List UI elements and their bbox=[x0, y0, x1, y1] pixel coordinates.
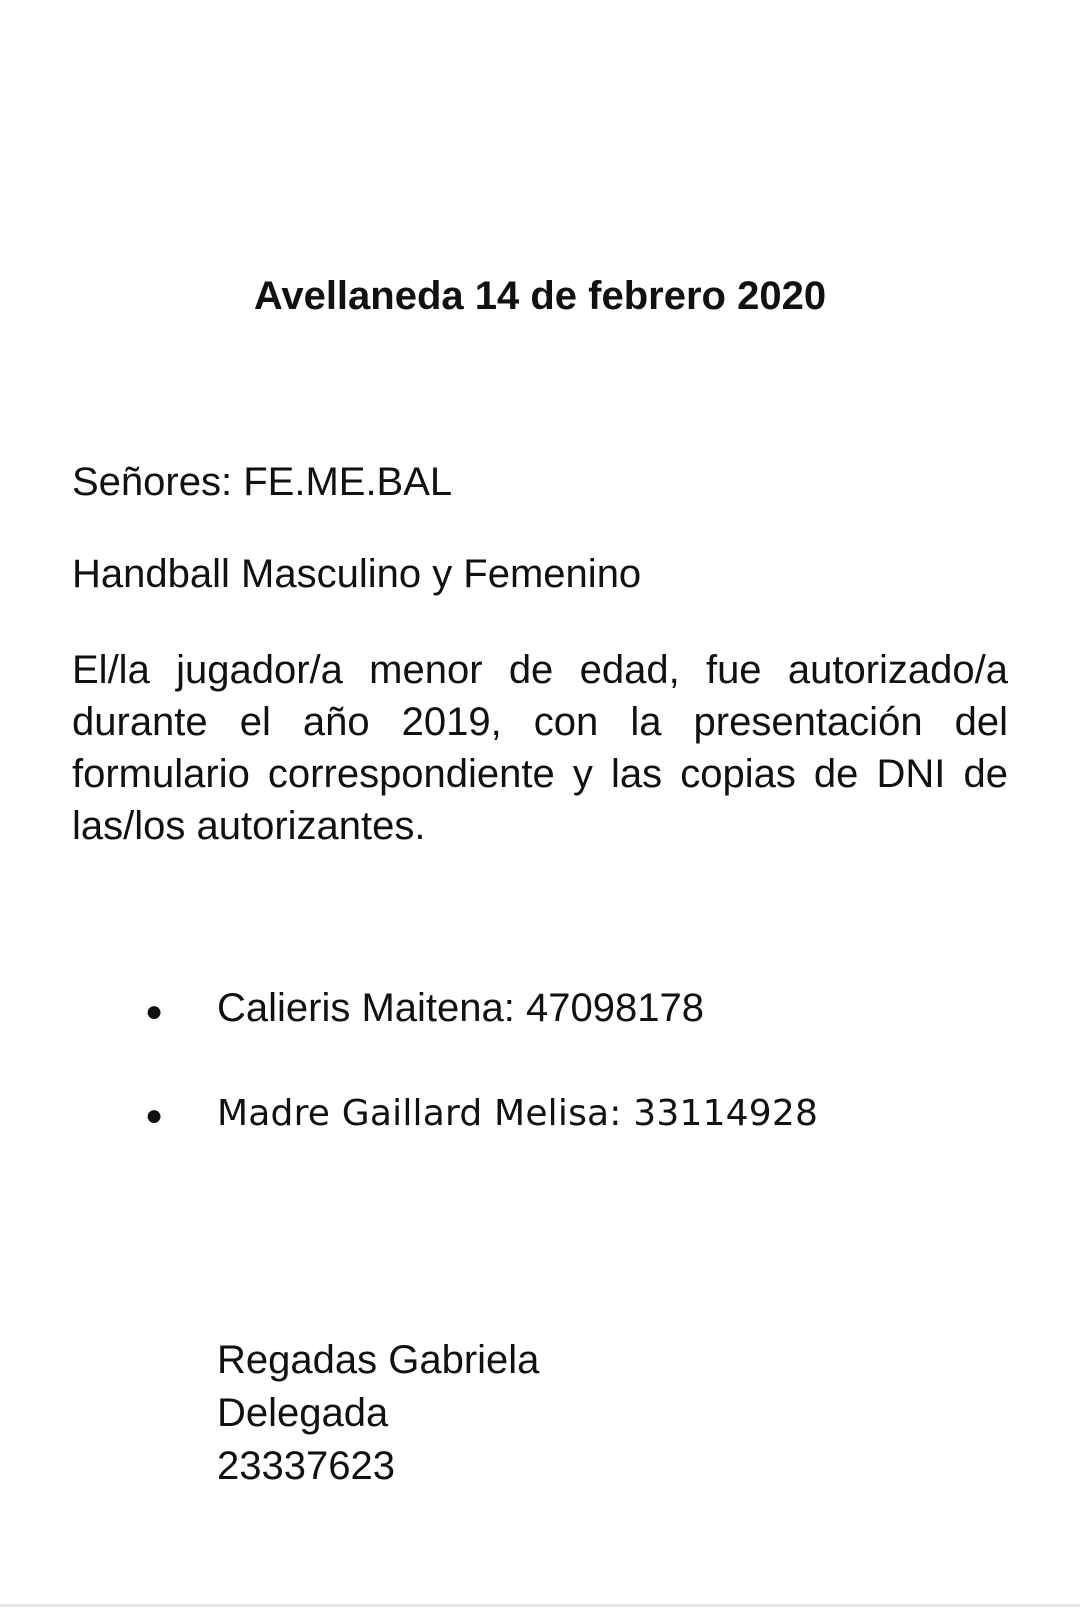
date-line: Avellaneda 14 de febrero 2020 bbox=[253, 274, 827, 318]
signer-name: Regadas Gabriela bbox=[217, 1338, 540, 1382]
signature-block bbox=[217, 1334, 539, 1493]
signer-role: Delegada bbox=[217, 1391, 389, 1435]
signer-id-number: 23337623 bbox=[217, 1444, 395, 1488]
bullet-icon: ● bbox=[145, 1099, 164, 1132]
salutation: Señores: FE.ME.BAL bbox=[72, 460, 453, 504]
subject-line: Handball Masculino y Femenino bbox=[72, 552, 642, 596]
bullet-icon: ● bbox=[145, 995, 164, 1028]
body-paragraph: El/la jugador/a menor de edad, fue autorizado/a durante el año 2019, con la presentación del formulario correspondiente y las copias de DNI de las/los autorizantes. bbox=[72, 648, 1008, 848]
page-bottom-divider bbox=[0, 1604, 1080, 1607]
list-item-text: Madre Gaillard Melisa: 33114928 bbox=[217, 1093, 819, 1134]
list-item-text: Calieris Maitena: 47098178 bbox=[217, 986, 704, 1030]
